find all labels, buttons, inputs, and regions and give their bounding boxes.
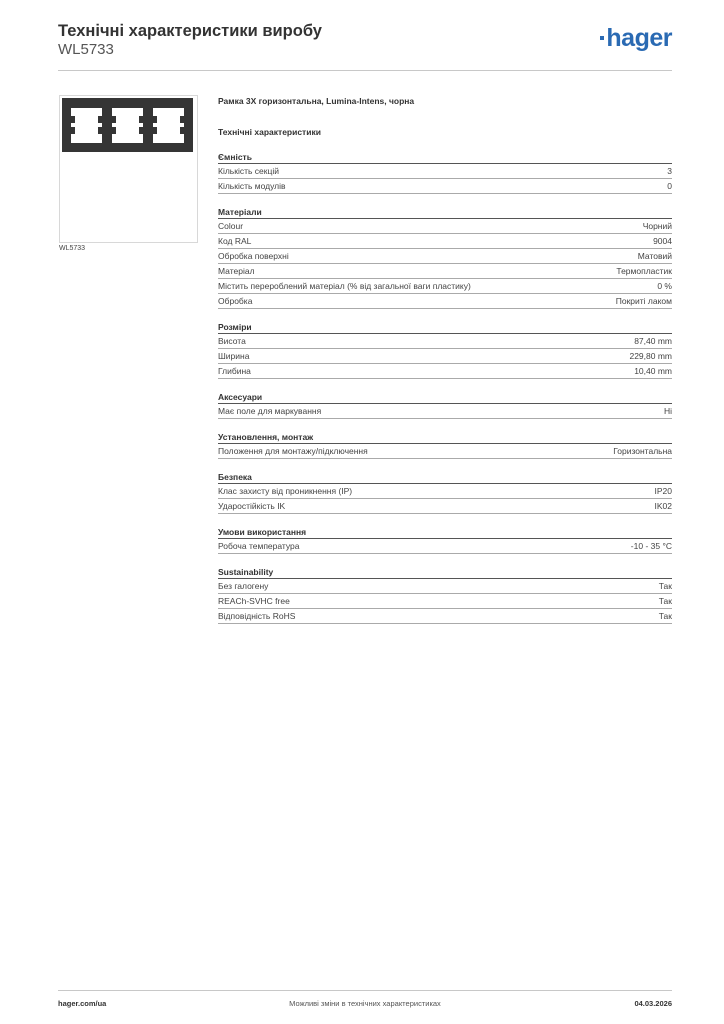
spec-row <box>218 609 672 624</box>
spec-value: IK02 <box>654 501 672 511</box>
spec-section <box>218 526 672 554</box>
page-header <box>58 20 672 71</box>
section-title: Безпека <box>218 471 672 484</box>
spec-value: Так <box>658 611 672 621</box>
spec-section <box>218 321 672 379</box>
spec-row <box>218 484 672 499</box>
spec-section <box>218 151 672 194</box>
spec-label: Клас захисту від проникнення (IP) <box>218 486 353 496</box>
spec-row <box>218 404 672 419</box>
spec-row <box>218 364 672 379</box>
section-title: Матеріали <box>218 206 672 219</box>
spec-value: 9004 <box>653 236 672 246</box>
image-caption: WL5733 <box>59 245 86 252</box>
section-title: Установлення, монтаж <box>218 431 672 444</box>
spec-row <box>218 539 672 554</box>
spec-label: Ширина <box>218 351 250 361</box>
spec-row <box>218 219 672 234</box>
spec-sections <box>218 151 672 624</box>
product-name: Рамка 3Х горизонтальна, Lumina-Intens, чорна <box>218 96 415 106</box>
spec-row <box>218 349 672 364</box>
spec-value: Покриті лаком <box>615 296 672 306</box>
spec-value: Так <box>658 596 672 606</box>
spec-row <box>218 179 672 194</box>
spec-value: 229,80 mm <box>629 351 672 361</box>
spec-value: IP20 <box>654 486 672 496</box>
spec-row <box>218 264 672 279</box>
spec-value: 3 <box>667 166 672 176</box>
spec-label: Глибина <box>218 366 251 376</box>
spec-row <box>218 444 672 459</box>
spec-label: Положення для монтажу/підключення <box>218 446 368 456</box>
hager-logo <box>600 26 672 51</box>
spec-section <box>218 206 672 309</box>
page-footer <box>58 990 672 1011</box>
section-title: Умови використання <box>218 526 672 539</box>
spec-value: Чорний <box>642 221 672 231</box>
spec-section <box>218 471 672 514</box>
tech-heading: Технічні характеристики <box>218 127 321 137</box>
spec-value: Так <box>658 581 672 591</box>
section-title: Аксесуари <box>218 391 672 404</box>
page-title: Технічні характеристики виробу <box>58 22 322 40</box>
spec-label: Обробка <box>218 296 253 306</box>
logo-dot-icon <box>600 36 604 40</box>
spec-row <box>218 499 672 514</box>
footer-note: Можливі зміни в технічних характеристиках <box>289 999 441 1008</box>
spec-label: Робоча температура <box>218 541 300 551</box>
spec-label: Кількість модулів <box>218 181 286 191</box>
spec-value: 87,40 mm <box>634 336 672 346</box>
spec-row <box>218 334 672 349</box>
spec-value: Ні <box>663 406 672 416</box>
spec-label: Код RAL <box>218 236 252 246</box>
spec-section <box>218 566 672 624</box>
spec-section <box>218 431 672 459</box>
spec-label: REACh-SVHC free <box>218 596 290 606</box>
spec-label: Висота <box>218 336 246 346</box>
spec-value: Термопластик <box>616 266 672 276</box>
section-title: Ємність <box>218 151 672 164</box>
spec-value: 10,40 mm <box>634 366 672 376</box>
spec-label: Матеріал <box>218 266 255 276</box>
footer-date: 04.03.2026 <box>634 999 672 1008</box>
logo-text: hager <box>606 24 672 52</box>
spec-value: 0 <box>667 181 672 191</box>
section-title: Sustainability <box>218 566 672 579</box>
spec-label: Має поле для маркування <box>218 406 322 416</box>
spec-row <box>218 579 672 594</box>
spec-value: Матовий <box>637 251 672 261</box>
frame-cell-icon <box>71 108 102 143</box>
section-title: Розміри <box>218 321 672 334</box>
spec-value: 0 % <box>657 281 672 291</box>
spec-content <box>218 96 672 624</box>
footer-site: hager.com/ua <box>58 999 107 1008</box>
spec-row <box>218 249 672 264</box>
spec-label: Обробка поверхні <box>218 251 289 261</box>
spec-row <box>218 164 672 179</box>
spec-label: Без галогену <box>218 581 269 591</box>
spec-label: Ударостійкість IK <box>218 501 286 511</box>
spec-row <box>218 594 672 609</box>
spec-row <box>218 294 672 309</box>
spec-value: Горизонтальна <box>613 446 672 456</box>
spec-value: -10 - 35 °C <box>630 541 672 551</box>
frame-cell-icon <box>153 108 184 143</box>
spec-label: Відповідність RoHS <box>218 611 296 621</box>
spec-label: Кількість секцій <box>218 166 279 176</box>
spec-section <box>218 391 672 419</box>
spec-label: Містить перероблений матеріал (% від загальної ваги пластику) <box>218 281 471 291</box>
spec-row <box>218 234 672 249</box>
product-image <box>59 95 198 243</box>
spec-label: Colour <box>218 221 244 231</box>
spec-row <box>218 279 672 294</box>
product-code: WL5733 <box>58 41 114 58</box>
frame-cell-icon <box>112 108 143 143</box>
frame-illustration <box>62 98 193 152</box>
